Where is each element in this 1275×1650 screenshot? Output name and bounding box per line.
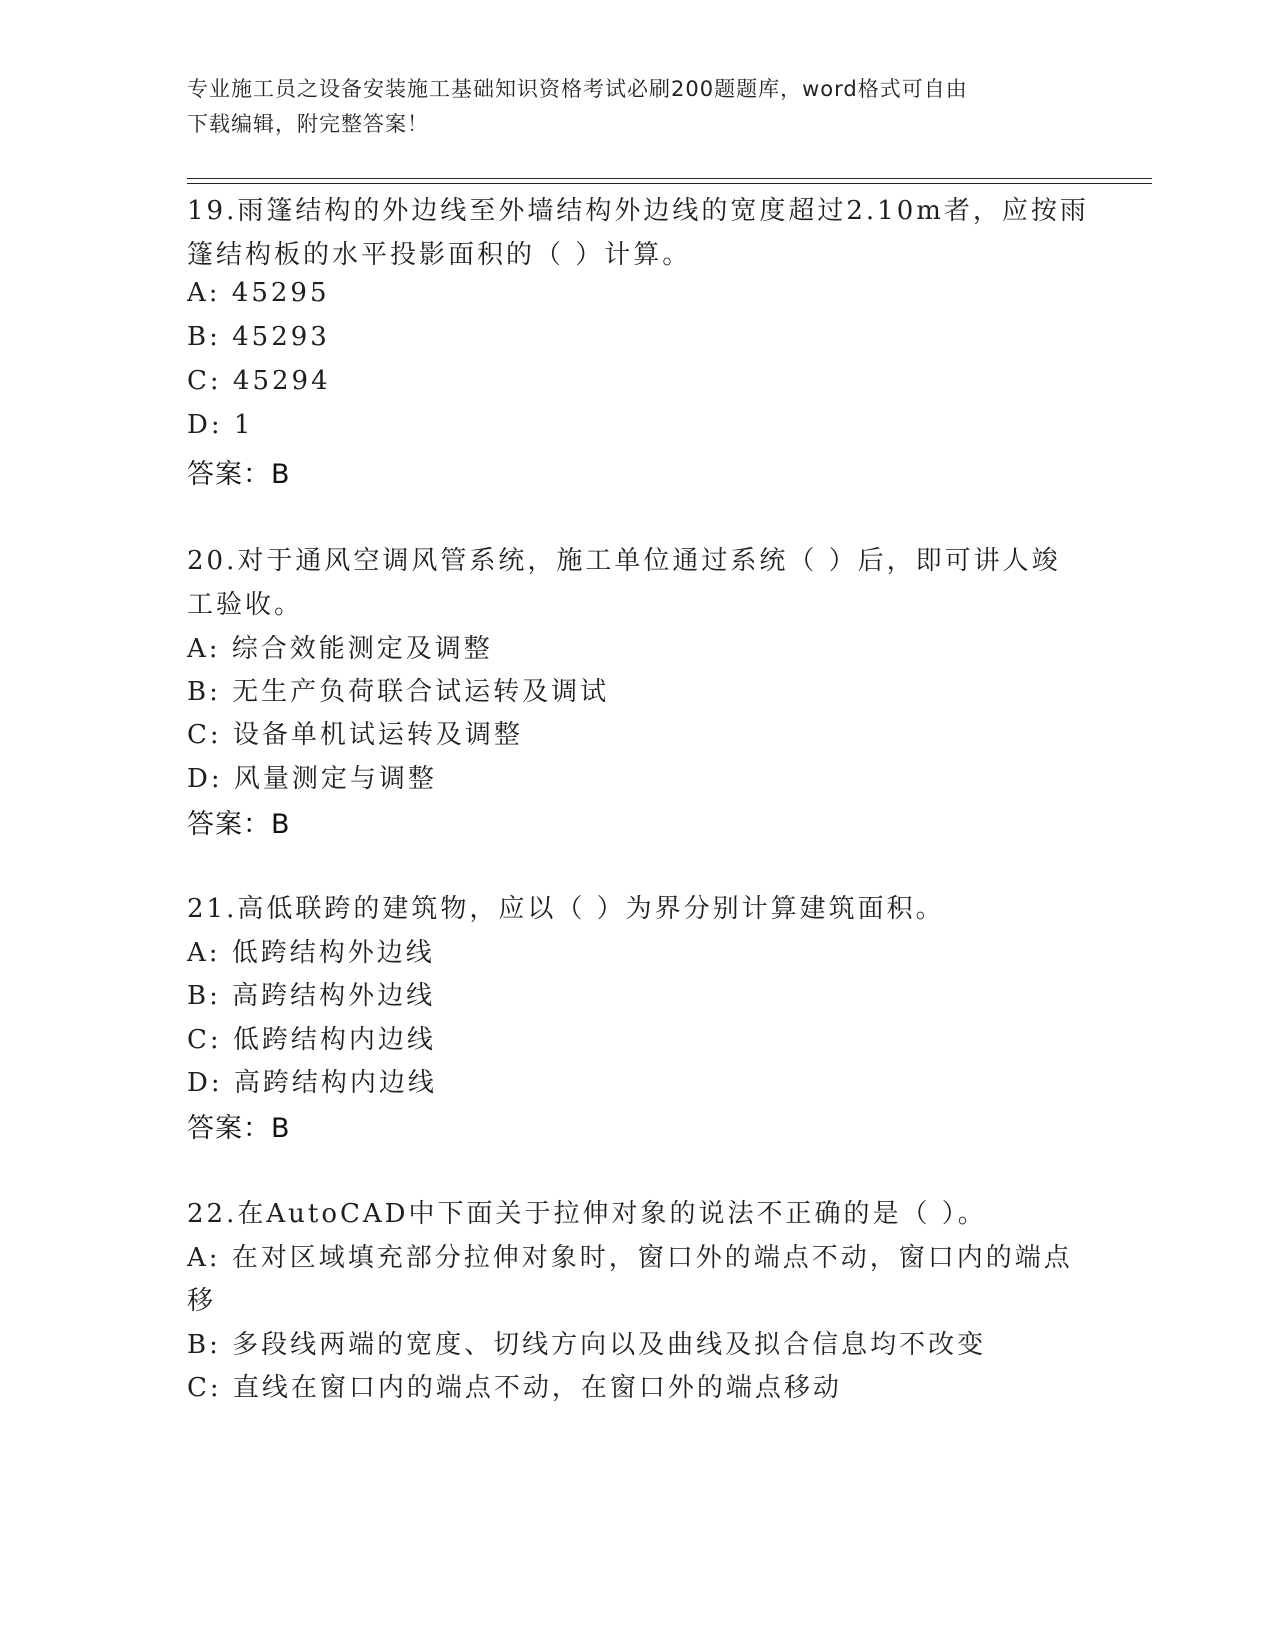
header-line-2: 下载编辑，附完整答案！ (187, 112, 429, 136)
question-22-option-a-line-1: A: 在对区域填充部分拉伸对象时，窗口外的端点不动，窗口内的端点 (187, 1243, 1073, 1273)
question-22-option-b: B: 多段线两端的宽度、切线方向以及曲线及拟合信息均不改变 (187, 1330, 987, 1360)
question-21-stem: 21.高低联跨的建筑物，应以（ ）为界分别计算建筑面积。 (187, 894, 945, 924)
question-21-option-d: D: 高跨结构内边线 (187, 1068, 437, 1098)
question-20-option-a: A: 综合效能测定及调整 (187, 634, 493, 664)
header-divider-bottom (187, 183, 1152, 184)
question-21-option-b: B: 高跨结构外边线 (187, 981, 436, 1011)
question-20-option-c: C: 设备单机试运转及调整 (187, 720, 523, 750)
question-19-option-b: B: 45293 (187, 322, 330, 352)
question-22-stem: 22.在AutoCAD中下面关于拉伸对象的说法不正确的是（ ）。 (187, 1199, 987, 1229)
question-20-answer: 答案：B (187, 809, 291, 840)
question-20-option-b: B: 无生产负荷联合试运转及调试 (187, 677, 610, 707)
question-19-option-d: D: 1 (187, 410, 254, 440)
header-divider-top (187, 178, 1152, 179)
document-header (187, 72, 1067, 142)
question-19-option-a: A: 45295 (187, 278, 330, 308)
header-line-1: 专业施工员之设备安装施工基础知识资格考试必刷200题题库，word格式可自由 (187, 77, 968, 101)
question-19-option-c: C: 45294 (187, 366, 331, 396)
question-20-option-d: D: 风量测定与调整 (187, 764, 437, 794)
question-21-option-a: A: 低跨结构外边线 (187, 938, 435, 968)
question-21-answer: 答案：B (187, 1113, 291, 1144)
question-20-stem-line-1: 20.对于通风空调风管系统，施工单位通过系统（ ）后，即可讲人竣 (187, 546, 1061, 576)
question-19-stem-line-2: 篷结构板的水平投影面积的（ ）计算。 (187, 240, 692, 270)
question-22-option-a-line-2: 移 (187, 1286, 217, 1316)
question-19-answer: 答案：B (187, 459, 291, 490)
question-20-stem-line-2: 工验收。 (187, 590, 304, 620)
question-21-option-c: C: 低跨结构内边线 (187, 1025, 436, 1055)
question-19-stem-line-1: 19.雨篷结构的外边线至外墙结构外边线的宽度超过2.10m者，应按雨 (187, 196, 1089, 226)
question-22-option-c: C: 直线在窗口内的端点不动，在窗口外的端点移动 (187, 1373, 842, 1403)
